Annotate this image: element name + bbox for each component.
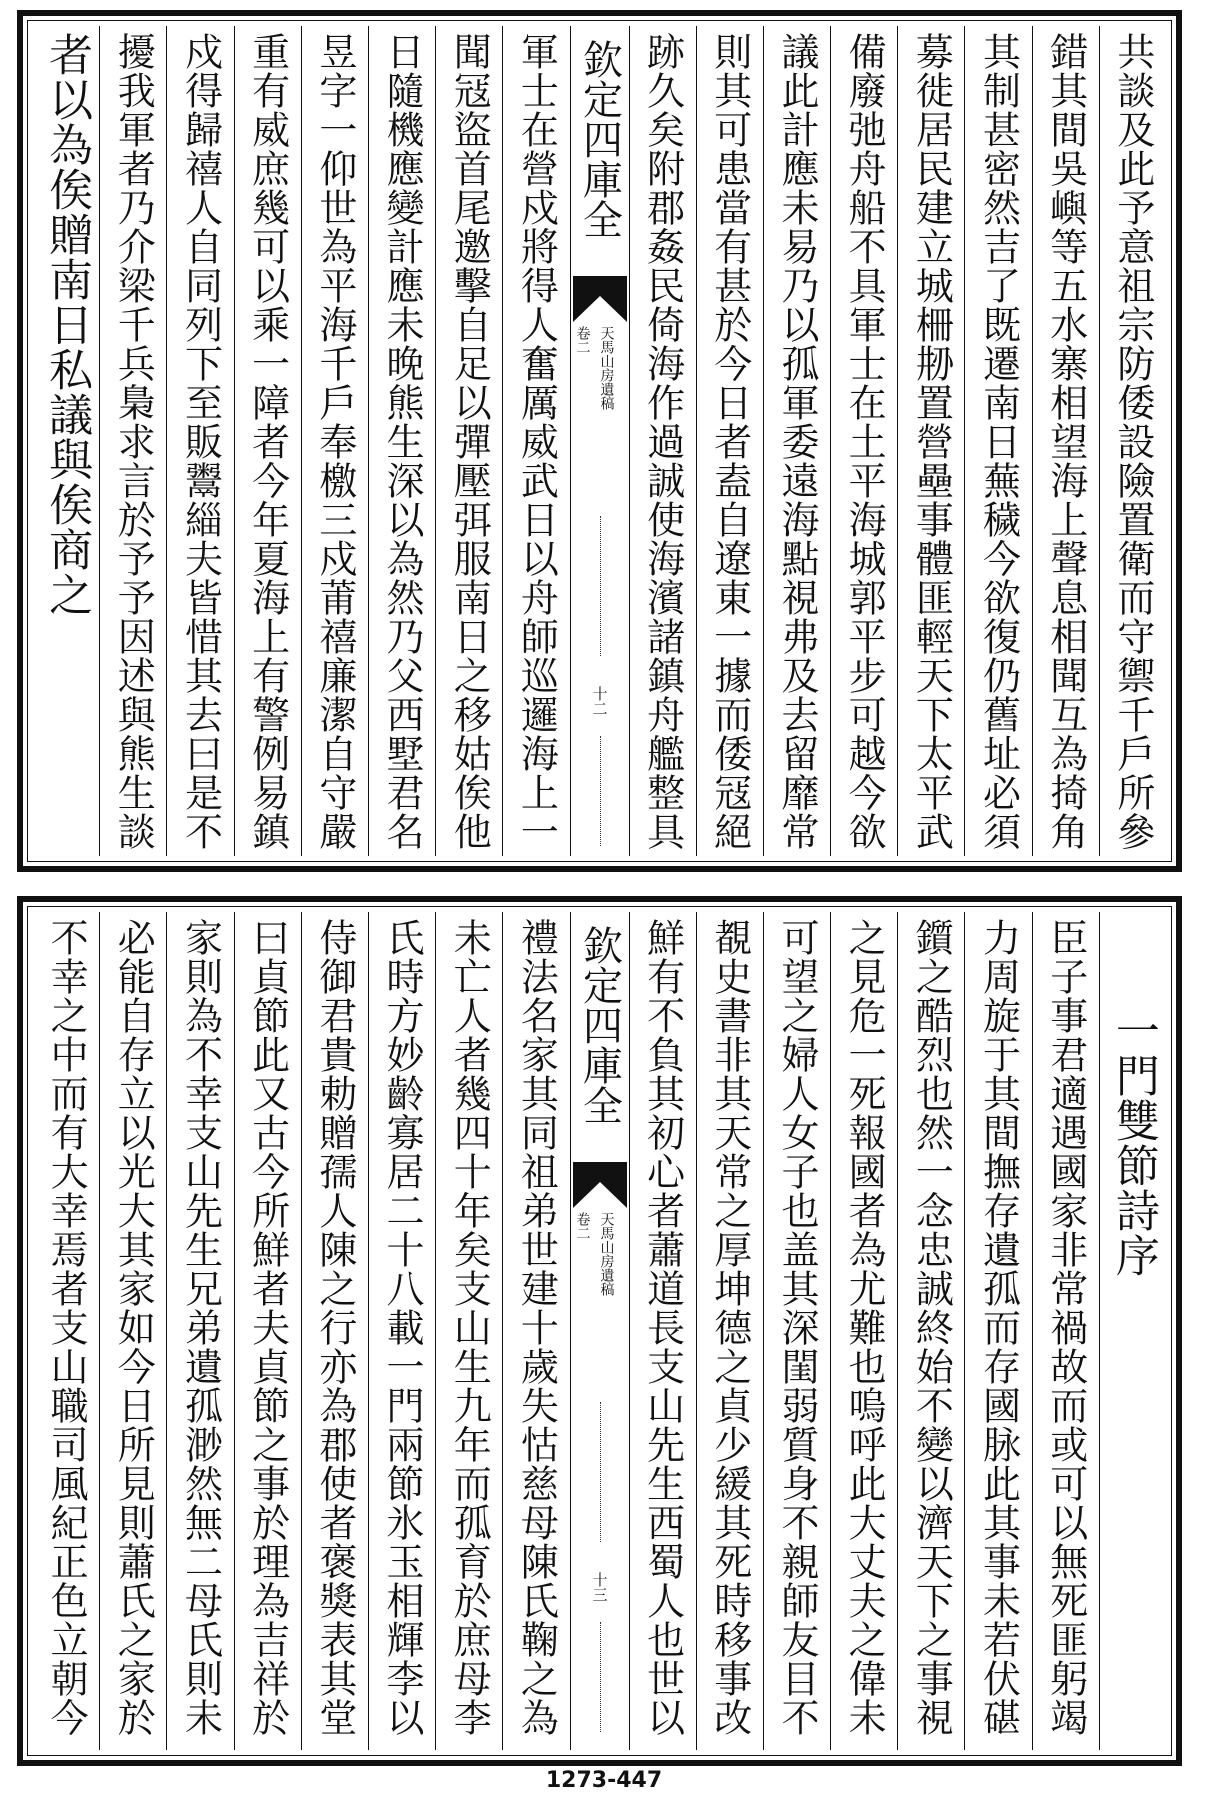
library-title: 欽定四庫全	[576, 925, 623, 1125]
text-column: 可望之婦人女子也盖其深閨弱質身不親師友目不	[763, 912, 830, 1750]
fishtail-mark-icon	[573, 1162, 627, 1208]
text-column: 家則為不幸支山先生兄弟遺孤渺然無二母氏則未	[166, 912, 233, 1750]
essay-title-column	[1099, 912, 1166, 1750]
text-column: 昱字一仰世為平海千戶奉檄三戍莆禧廉潔自守嚴	[301, 26, 368, 856]
text-column: 錯其間吳嶼等五水寨相望海上聲息相聞互為掎角	[1032, 26, 1099, 856]
text-column: 共談及此予意祖宗防倭設險置衛而守禦千戶所參	[1099, 26, 1166, 856]
text-column: 氏時方妙齡寡居二十八載一門兩節氷玉相輝李以	[368, 912, 435, 1750]
text-column: 禮法名家其同祖弟世建十歲失怙慈母陳氏鞠之為	[502, 912, 569, 1750]
text-column: 議此計應未易乃以孤軍委遠海點視弗及去留靡常	[763, 26, 830, 856]
book-title: 天馬山房遺稿	[598, 326, 615, 410]
text-column: 未亡人者幾四十年矣支山生九年而孤育於庶母李	[435, 912, 502, 1750]
text-column: 日隨機應變計應未晚熊生深以為然乃父西墅君名	[368, 26, 435, 856]
juan-label: 卷二	[574, 326, 591, 354]
folio-number: 十三	[590, 1572, 609, 1602]
text-column: 軍士在營戍將得人奮厲威武日以舟師巡邏海上一	[502, 26, 569, 856]
fishtail-mark-icon	[573, 276, 627, 322]
text-column: 曰貞節此又古今所鮮者夫貞節之事於理為吉祥於	[234, 912, 301, 1750]
top-page-frame	[17, 10, 1182, 872]
text-column: 必能自存立以光大其家如今日所見則蕭氏之家於	[99, 912, 166, 1750]
center-dotted-line	[600, 736, 602, 846]
text-column: 力周旋于其間撫存遺孤而存國脉此其事未若伏碪	[964, 912, 1031, 1750]
bottom-page-columns	[33, 912, 1166, 1750]
library-title: 欽定四庫全	[576, 39, 623, 239]
bottom-page-frame	[17, 896, 1182, 1766]
text-column: 其制甚密然吉了既遷南日蕪穢今欲復仍舊址必須	[964, 26, 1031, 856]
text-column: 戍得歸禧人自同列下至販鬻緇夫皆惜其去曰是不	[166, 26, 233, 856]
fold-center-strip	[570, 26, 629, 856]
top-page-columns	[33, 26, 1166, 856]
text-column: 聞冦盜首尾邀擊自足以彈壓弭服南日之移姑俟他	[435, 26, 502, 856]
juan-label: 卷二	[574, 1212, 591, 1240]
text-column: 跡久矣附郡姦民倚海作過誠使海濱諸鎮舟艦整具	[629, 26, 696, 856]
text-column: 鮮有不負其初心者蕭道長支山先生西蜀人也世以	[629, 912, 696, 1750]
text-column: 者以為俟贈南日私議與俟商之	[41, 32, 93, 617]
fold-center-strip	[570, 912, 629, 1750]
text-column: 臣子事君適遇國家非常禍故而或可以無死匪躬竭	[1032, 912, 1099, 1750]
text-column: 覩史書非其天常之厚坤德之貞少緩其死時移事改	[696, 912, 763, 1750]
center-dotted-line	[600, 516, 602, 656]
text-column: 擾我軍者乃介梁千兵梟求言於予予因述與熊生談	[99, 26, 166, 856]
folio-number: 十二	[590, 686, 609, 716]
center-dotted-line	[600, 1622, 602, 1732]
text-column: 鑕之酷烈也然一念忠誠終始不變以濟天下之事視	[897, 912, 964, 1750]
text-column: 則其可患當有甚於今日者盍自遼東一據而倭冦絕	[696, 26, 763, 856]
text-column: 侍御君貴勅贈孺人陳之行亦為郡使者褒獎表其堂	[301, 912, 368, 1750]
text-column: 重有威庶幾可以乘一障者今年夏海上有警例易鎮	[234, 26, 301, 856]
book-title: 天馬山房遺稿	[598, 1212, 615, 1296]
essay-title: 一門雙節詩序	[1107, 1008, 1159, 1278]
text-column: 不幸之中而有大幸焉者支山職司風紀正色立朝今	[44, 918, 89, 1737]
text-column: 募徙居民建立城柵刱置營壘事體匪輕天下太平武	[897, 26, 964, 856]
text-column: 之見危一死報國者為尤難也嗚呼此大丈夫之偉未	[830, 912, 897, 1750]
text-column: 備廢弛舟船不具軍士在土平海城郭平步可越今欲	[830, 26, 897, 856]
page-number: 1273-447	[545, 1768, 663, 1793]
center-dotted-line	[600, 1402, 602, 1542]
